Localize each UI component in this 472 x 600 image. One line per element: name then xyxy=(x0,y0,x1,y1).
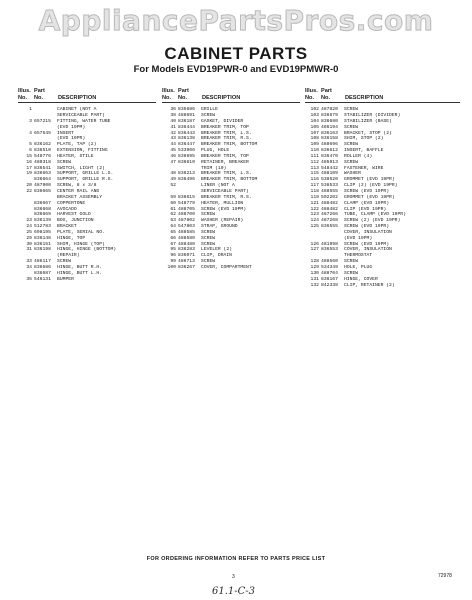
part-number: 546131 xyxy=(34,276,51,282)
part-description: STRAP, GROUND xyxy=(201,224,238,230)
part-number: 836071 xyxy=(178,253,195,259)
part-description: SUPPORT, GRILLE L.S. xyxy=(57,171,114,177)
part-number: 488555 xyxy=(321,189,338,194)
part-description: HINGE, COVER xyxy=(344,276,378,282)
part-number: 836695 xyxy=(178,153,195,159)
part-description: (EVD 19PR) xyxy=(57,136,86,142)
illus-number: 127 xyxy=(310,247,319,253)
illus-number: 95 xyxy=(170,247,176,253)
part-number: 836610 xyxy=(178,159,195,165)
illus-number: 63 xyxy=(170,218,176,224)
part-number: 657545 xyxy=(34,130,51,136)
watermark: AppliancePartsPros.com xyxy=(38,4,434,37)
part-description: SCREW xyxy=(201,229,216,235)
part-number: 480318 xyxy=(34,159,51,165)
illus-number: 118 xyxy=(310,189,319,194)
part-number: 488580 xyxy=(178,235,195,241)
part-description: BREAKER TRIM, R.S. xyxy=(201,136,252,142)
illus-number: 108 xyxy=(310,136,319,142)
part-description: SCREW xyxy=(344,142,359,148)
part-number: 836668 xyxy=(34,206,51,212)
part-description: GROMMET (EVD 19PR) xyxy=(344,177,395,183)
illus-number: 115 xyxy=(310,171,319,177)
part-number: 548442 xyxy=(321,165,338,171)
part-number: 487900 xyxy=(34,183,51,189)
parts-list xyxy=(305,107,460,288)
part-number: 836510 xyxy=(34,148,51,154)
illus-number: 20 xyxy=(26,183,32,189)
table-row xyxy=(18,277,156,283)
part-number: 533906 xyxy=(178,148,195,154)
part-number: 486194 xyxy=(321,124,338,130)
part-description: CLIP, DRAIN xyxy=(201,253,232,259)
part-description: HINGE, BUTT R.H. xyxy=(57,264,103,270)
illus-number: 23 xyxy=(26,218,32,224)
document-code: 72978 xyxy=(438,573,452,579)
parts-column-1 xyxy=(18,88,156,283)
column-header: Illus. No. Part No. DESCRIPTION xyxy=(162,88,300,103)
part-number: 836187 xyxy=(178,118,195,124)
table-row xyxy=(162,265,300,271)
part-description: BOX, JUNCTION xyxy=(57,218,94,224)
part-description: HARVEST GOLD xyxy=(57,212,91,218)
illus-number: 121 xyxy=(310,200,319,206)
part-description: PLATE, SERIAL NO. xyxy=(57,229,105,235)
illus-number: 24 xyxy=(26,224,32,230)
part-description: (REPAIR) xyxy=(57,253,80,259)
illus-number: 59 xyxy=(170,194,176,200)
illus-number: 111 xyxy=(310,153,319,159)
part-number: 836669 xyxy=(34,212,51,218)
part-description: CLIP (EVD 19PR) xyxy=(344,206,387,212)
part-number: 836686 xyxy=(34,264,51,270)
illus-number: 126 xyxy=(310,241,319,247)
part-description: LINER (NOT A xyxy=(201,183,235,189)
part-number: 487820 xyxy=(321,107,338,113)
part-number: 836667 xyxy=(34,200,51,206)
illus-number: 129 xyxy=(310,264,319,270)
part-number: 836443 xyxy=(178,130,195,136)
parts-column-3 xyxy=(305,88,460,288)
part-description: SHIM, HINGE (TOP) xyxy=(57,241,105,247)
part-number: 836267 xyxy=(178,264,195,270)
illus-number: 47 xyxy=(170,159,176,165)
illus-number: 112 xyxy=(310,159,319,165)
part-number: 836162 xyxy=(34,142,51,148)
part-description: HOLE, PLUG xyxy=(344,264,373,270)
part-description: FASTENER, WIRE xyxy=(344,165,384,171)
parts-column-2 xyxy=(162,88,300,271)
part-description: HINGE, HINGE (BOTTOM) xyxy=(57,247,117,253)
part-number: 836198 xyxy=(34,247,51,253)
part-description: FITTING, WATER TUBE xyxy=(57,118,111,124)
illus-number: 45 xyxy=(170,148,176,154)
illus-number: 25 xyxy=(26,229,32,235)
part-description: COVER, INSULATION xyxy=(344,247,392,253)
part-number: 534349 xyxy=(321,264,338,270)
part-number: 485913 xyxy=(321,159,338,165)
part-number: 836687 xyxy=(34,270,51,276)
column-header: Illus. No. Part No. DESCRIPTION xyxy=(18,88,156,103)
part-number: 836553 xyxy=(321,247,338,253)
part-description: SCREW xyxy=(344,159,359,165)
part-description: HINGE, TOP xyxy=(57,235,86,241)
part-description: BREAKER TRIM, L.S. xyxy=(201,171,252,177)
part-description: RETAINER, BREAKER xyxy=(201,159,249,165)
part-description: SHIM, STOP (2) xyxy=(344,136,384,142)
illus-number: 3 xyxy=(29,118,32,124)
illus-number: 62 xyxy=(170,212,176,218)
illus-number: 102 xyxy=(310,107,319,113)
illus-number: 67 xyxy=(170,241,176,247)
part-number: 488585 xyxy=(178,229,195,235)
part-number: 836163 xyxy=(321,130,338,136)
illus-number: 35 xyxy=(26,276,32,282)
part-number: 836283 xyxy=(178,247,195,253)
illus-number: 22 xyxy=(26,189,32,194)
page-number: 3 xyxy=(232,574,235,580)
column-header: Illus. No. Part No. DESCRIPTION xyxy=(305,88,460,103)
illus-number: 15 xyxy=(26,153,32,159)
part-description: (EVD 19PM) xyxy=(344,235,373,241)
part-description: SCREW (2) (EVD 19PR) xyxy=(344,218,401,224)
part-description: SCREW (EVD 19PR) xyxy=(344,189,390,194)
part-number: 547803 xyxy=(178,224,195,230)
part-description: GROMMET (EVD 19PR) xyxy=(344,194,395,200)
part-description: CLIP, RETAINER (2) xyxy=(344,282,395,288)
part-description: BREAKER TRIM, TOP xyxy=(201,124,249,130)
part-description: STABILIZER (DIVIDER) xyxy=(344,113,401,119)
part-description: SCREW xyxy=(344,124,359,130)
part-description: GASKET, DIVIDER xyxy=(201,118,244,124)
part-description: SCREW xyxy=(57,259,72,265)
illus-number: 132 xyxy=(310,282,319,288)
illus-number: 61 xyxy=(170,206,176,212)
part-description: WASHER xyxy=(344,171,361,177)
part-description: COPPERTONE xyxy=(57,200,86,206)
illus-number: 66 xyxy=(170,235,176,241)
illus-number: 38 xyxy=(170,113,176,119)
part-description: TUBE, CLAMP (EVD 19PR) xyxy=(344,212,406,218)
part-description: BUMPER xyxy=(57,276,74,282)
illus-number: 41 xyxy=(170,124,176,130)
part-description: BRACKET ASSEMBLY xyxy=(57,194,103,200)
illus-number: 42 xyxy=(170,130,176,136)
illus-number: 124 xyxy=(310,218,319,224)
illus-number: 104 xyxy=(310,118,319,124)
part-description: SCREW (EVD 19PM) xyxy=(344,241,390,247)
illus-number: 64 xyxy=(170,224,176,230)
part-number: 487266 xyxy=(321,212,338,218)
part-description: WASHER (REPAIR) xyxy=(201,218,244,224)
illus-number: 40 xyxy=(170,118,176,124)
part-number: 698195 xyxy=(34,229,51,235)
part-description: SCREW xyxy=(201,113,216,119)
part-number: 486713 xyxy=(178,259,195,265)
part-number: 488704 xyxy=(321,270,338,276)
illus-number: 30 xyxy=(26,241,32,247)
part-number: 836496 xyxy=(178,177,195,183)
illus-number: 19 xyxy=(26,171,32,177)
illus-number: 43 xyxy=(170,136,176,142)
part-number: 836680 xyxy=(321,118,338,124)
illus-number: 29 xyxy=(26,235,32,241)
illus-number: 119 xyxy=(310,194,319,200)
part-number: 488691 xyxy=(178,113,195,119)
part-number: 836470 xyxy=(321,153,338,159)
part-number: 836213 xyxy=(178,171,195,177)
part-number: 836151 xyxy=(34,241,51,247)
part-description: ROLLER (4) xyxy=(344,153,373,159)
part-number: 836665 xyxy=(34,189,51,194)
illus-number: 34 xyxy=(26,264,32,270)
part-number: 836158 xyxy=(321,136,338,142)
part-description: CENTER RAIL AND xyxy=(57,189,100,194)
illus-number: 130 xyxy=(310,270,319,276)
part-number: 548776 xyxy=(34,153,51,159)
part-number: 836664 xyxy=(34,177,51,183)
part-description: SCREW xyxy=(201,241,216,247)
part-description: AVOCADO xyxy=(57,206,77,212)
illus-number: 96 xyxy=(170,253,176,259)
illus-number: 116 xyxy=(310,177,319,183)
illus-number: 36 xyxy=(170,107,176,113)
part-number: 486117 xyxy=(34,259,51,265)
part-number: 488696 xyxy=(321,142,338,148)
part-description: CLIP (2) (EVD 19PR) xyxy=(344,183,398,189)
illus-number: 117 xyxy=(310,183,319,189)
part-description: TRIM (10) xyxy=(201,165,227,171)
illus-number: 60 xyxy=(170,200,176,206)
part-description: STABILIZER (BASE) xyxy=(344,118,392,124)
part-number: 835686 xyxy=(178,107,195,113)
part-description: SCREW xyxy=(344,259,359,265)
part-description: SERVICEABLE PART) xyxy=(57,113,105,119)
illus-number: 125 xyxy=(310,224,319,230)
illus-number: 48 xyxy=(170,171,176,177)
illus-number: 33 xyxy=(26,259,32,265)
part-description: BREAKER TRIM, L.S. xyxy=(201,130,252,136)
part-number: 836447 xyxy=(178,142,195,148)
part-description: SCREW xyxy=(201,212,216,218)
part-description: SCREW xyxy=(201,235,216,241)
illus-number: 105 xyxy=(310,124,319,130)
part-description: THERMOSTAT xyxy=(344,253,373,259)
part-number: 836138 xyxy=(178,136,195,142)
part-description: PLUG, HOLE xyxy=(201,148,230,154)
illus-number: 128 xyxy=(310,259,319,265)
part-description: SERVICEABLE PART) xyxy=(201,189,249,194)
part-description: BREAKER TRIM, TOP xyxy=(201,153,249,159)
part-number: 488482 xyxy=(321,206,338,212)
illus-number: 46 xyxy=(170,153,176,159)
illus-number: 123 xyxy=(310,212,319,218)
part-description: COVER, COMPARTMENT xyxy=(201,264,252,270)
part-number: 836679 xyxy=(321,113,338,119)
illus-number: 109 xyxy=(310,142,319,148)
illus-number: 31 xyxy=(26,247,32,253)
part-number: 836612 xyxy=(321,148,338,154)
part-number: 488109 xyxy=(321,171,338,177)
part-number: 538533 xyxy=(321,183,338,189)
part-description: HEATER, STILE xyxy=(57,153,94,159)
part-number: 836541 xyxy=(34,165,51,171)
part-number: 488705 xyxy=(178,206,195,212)
part-description: SCREW xyxy=(344,270,359,276)
part-number: 487268 xyxy=(321,218,338,224)
illus-number: 65 xyxy=(170,229,176,235)
part-description: CABINET (NOT A xyxy=(57,107,97,113)
illus-number: 52 xyxy=(170,183,176,189)
part-description: HEATER, MULLION xyxy=(201,200,244,206)
part-description: LEVELER (2) xyxy=(201,247,232,253)
illus-number: 99 xyxy=(170,259,176,265)
part-description: CLAMP (EVD 19PR) xyxy=(344,200,390,206)
part-description: SWITCH, LIGHT (2) xyxy=(57,165,105,171)
part-number: 488480 xyxy=(178,241,195,247)
illus-number: 6 xyxy=(29,148,32,154)
part-number: 836663 xyxy=(34,171,51,177)
illus-number: 103 xyxy=(310,113,319,119)
handwritten-note: 61.1-C-3 xyxy=(212,586,256,597)
part-description: SCREW (EVD 19PR) xyxy=(344,224,390,230)
illus-number: 107 xyxy=(310,130,319,136)
part-description: SCREW xyxy=(57,159,72,165)
part-number: 836615 xyxy=(178,194,195,200)
part-number: 481998 xyxy=(321,241,338,247)
part-description: INSERT xyxy=(57,130,74,136)
part-description: HINGE, BUTT L.H. xyxy=(57,270,103,276)
part-description: COVER, INSULATION xyxy=(344,229,392,235)
part-number: 512783 xyxy=(34,224,51,230)
part-description: (EVD 19PM) xyxy=(57,124,86,130)
part-description: BRACKET, STOP (2) xyxy=(344,130,392,136)
illus-number: 113 xyxy=(310,165,319,171)
illus-number: 44 xyxy=(170,142,176,148)
part-number: 538520 xyxy=(321,177,338,183)
table-row xyxy=(305,283,460,289)
illus-number: 49 xyxy=(170,177,176,183)
parts-list xyxy=(162,107,300,271)
part-description: BREAKER TRIM, R.S. xyxy=(201,194,252,200)
parts-list xyxy=(18,107,156,282)
illus-number: 17 xyxy=(26,165,32,171)
illus-number: 1 xyxy=(29,107,32,113)
illus-number: 100 xyxy=(167,264,176,270)
page-title: CABINET PARTS xyxy=(164,44,308,63)
part-description: EXTENSION, FITTING xyxy=(57,148,108,154)
part-description: BRACKET xyxy=(57,224,77,230)
part-number: 842338 xyxy=(321,282,338,288)
part-description: SCREW xyxy=(201,259,216,265)
part-description: SCREW (EVD 19PM) xyxy=(201,206,247,212)
part-number: 502202 xyxy=(321,194,338,200)
part-description: SUPPORT, GRILLE R.S. xyxy=(57,177,114,183)
ordering-footer: FOR ORDERING INFORMATION REFER TO PARTS PRICE LIST xyxy=(146,556,326,562)
illus-number: 16 xyxy=(26,159,32,165)
part-description: BREAKER TRIM, BOTTOM xyxy=(201,177,258,183)
part-number: 487802 xyxy=(178,218,195,224)
part-number: 836139 xyxy=(34,218,51,224)
part-number: 836167 xyxy=(321,276,338,282)
part-number: 836444 xyxy=(178,124,195,130)
part-description: SCREW xyxy=(344,107,359,113)
part-number: 836555 xyxy=(321,224,338,230)
part-number: 488482 xyxy=(321,200,338,206)
part-number: 548779 xyxy=(178,200,195,206)
part-number: 488560 xyxy=(321,259,338,265)
illus-number: 122 xyxy=(310,206,319,212)
part-number: 657215 xyxy=(34,118,51,124)
illus-number: 5 xyxy=(29,142,32,148)
part-description: PLATE, TAP (2) xyxy=(57,142,97,148)
part-description: BREAKER TRIM, BOTTOM xyxy=(201,142,258,148)
part-description: GRILLE xyxy=(201,107,218,113)
part-description: INSERT, BAFFLE xyxy=(344,148,384,154)
illus-number: 110 xyxy=(310,148,319,154)
part-number: 836148 xyxy=(34,235,51,241)
part-number: 488700 xyxy=(178,212,195,218)
illus-number: 131 xyxy=(310,276,319,282)
illus-number: 4 xyxy=(29,130,32,136)
part-description: SCREW, 8 x 3/8 xyxy=(57,183,97,189)
page-subtitle: For Models EVD19PWR-0 and EVD19PMWR-0 xyxy=(133,64,339,75)
